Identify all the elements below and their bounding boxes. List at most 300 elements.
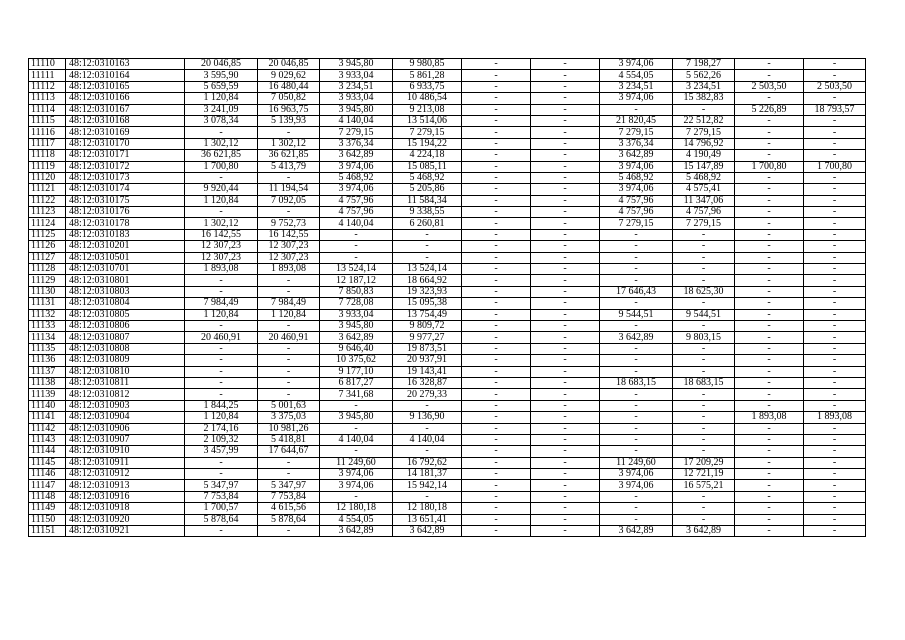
value-cell: - [735,469,804,480]
value-cell: - [673,343,735,354]
value-cell: - [462,526,531,537]
value-cell: 9 029,62 [258,70,320,81]
value-cell: - [258,207,320,218]
value-cell: - [735,526,804,537]
value-cell: - [531,343,600,354]
table-row [29,366,866,377]
value-cell: - [804,207,866,218]
value-cell: - [735,457,804,468]
value-cell: 20 046,85 [185,59,258,70]
value-cell: 22 512,82 [673,115,735,126]
value-cell: - [600,252,673,263]
value-cell: 7 279,15 [600,127,673,138]
value-cell: 5 468,92 [673,172,735,183]
value-cell: - [531,412,600,423]
value-cell: - [320,400,393,411]
cadastral-number-cell: 48:12:0310806 [66,320,185,331]
value-cell: 1 700,57 [185,503,258,514]
value-cell: - [804,480,866,491]
row-number-cell: 11129 [29,275,66,286]
value-cell: 7 984,49 [185,298,258,309]
value-cell: 4 757,96 [600,207,673,218]
value-cell: - [531,172,600,183]
value-cell: - [531,514,600,525]
value-cell: - [735,59,804,70]
value-cell: 9 136,90 [393,412,462,423]
value-cell: - [531,457,600,468]
value-cell: 12 180,18 [393,503,462,514]
value-cell: 1 120,84 [185,412,258,423]
value-cell: - [735,172,804,183]
value-cell: 36 621,85 [185,150,258,161]
value-cell: 3 457,99 [185,446,258,457]
value-cell: 12 187,12 [320,275,393,286]
value-cell: - [531,480,600,491]
value-cell: 7 198,27 [673,59,735,70]
value-cell: 3 376,34 [600,138,673,149]
value-cell: - [804,286,866,297]
table-row [29,241,866,252]
row-number-cell: 11134 [29,332,66,343]
cadastral-number-cell: 48:12:0310168 [66,115,185,126]
value-cell: 1 893,08 [735,412,804,423]
value-cell: 21 820,45 [600,115,673,126]
value-cell: - [531,150,600,161]
value-cell: - [735,446,804,457]
value-cell: - [804,457,866,468]
value-cell: - [320,241,393,252]
value-cell: - [600,400,673,411]
cadastral-number-cell: 48:12:0310918 [66,503,185,514]
value-cell: - [462,275,531,286]
value-cell: - [600,412,673,423]
value-cell: - [804,503,866,514]
value-cell: - [462,207,531,218]
value-cell: 9 544,51 [600,309,673,320]
value-cell: 9 213,08 [393,104,462,115]
value-cell: - [462,138,531,149]
value-cell: 7 753,84 [185,491,258,502]
row-number-cell: 11131 [29,298,66,309]
value-cell: 2 503,50 [735,81,804,92]
value-cell: - [185,343,258,354]
table-row [29,229,866,240]
row-number-cell: 11150 [29,514,66,525]
value-cell: - [600,320,673,331]
cadastral-number-cell: 48:12:0310809 [66,355,185,366]
cadastral-number-cell: 48:12:0310172 [66,161,185,172]
table-row [29,503,866,514]
value-cell: - [531,503,600,514]
value-cell: - [804,218,866,229]
table-row [29,138,866,149]
value-cell: 4 757,96 [320,207,393,218]
value-cell: 4 140,04 [393,434,462,445]
value-cell: 18 625,30 [673,286,735,297]
cadastral-number-cell: 48:12:0310807 [66,332,185,343]
value-cell: - [735,150,804,161]
table-row [29,377,866,388]
value-cell: 13 514,06 [393,115,462,126]
value-cell: - [804,514,866,525]
value-cell: - [531,115,600,126]
value-cell: - [462,241,531,252]
value-cell: 7 753,84 [258,491,320,502]
value-cell: - [258,172,320,183]
value-cell: - [531,207,600,218]
value-cell: - [735,252,804,263]
cadastral-number-cell: 48:12:0310183 [66,229,185,240]
table-row [29,298,866,309]
row-number-cell: 11148 [29,491,66,502]
value-cell: - [531,252,600,263]
row-number-cell: 11125 [29,229,66,240]
value-cell: 3 974,06 [600,59,673,70]
value-cell: 13 524,14 [320,264,393,275]
value-cell: 16 480,44 [258,81,320,92]
row-number-cell: 11149 [29,503,66,514]
value-cell: - [673,514,735,525]
table-row [29,104,866,115]
value-cell: - [600,491,673,502]
value-cell: - [735,286,804,297]
value-cell: 15 942,14 [393,480,462,491]
value-cell: - [531,93,600,104]
value-cell: 3 642,89 [673,526,735,537]
value-cell: - [531,195,600,206]
value-cell: - [258,127,320,138]
table-row [29,412,866,423]
value-cell: 2 174,16 [185,423,258,434]
value-cell: - [531,264,600,275]
value-cell: - [185,172,258,183]
value-cell: - [393,252,462,263]
value-cell: - [673,491,735,502]
value-cell: - [600,104,673,115]
value-cell: - [735,377,804,388]
row-number-cell: 11116 [29,127,66,138]
value-cell: - [531,366,600,377]
value-cell: 20 046,85 [258,59,320,70]
value-cell: 3 642,89 [393,526,462,537]
value-cell: 7 728,08 [320,298,393,309]
value-cell: - [804,309,866,320]
value-cell: 7 279,15 [673,127,735,138]
value-cell: 3 933,04 [320,309,393,320]
value-cell: 1 844,25 [185,400,258,411]
value-cell: - [531,70,600,81]
value-cell: 7 850,83 [320,286,393,297]
table-row [29,389,866,400]
value-cell: 4 554,05 [320,514,393,525]
row-number-cell: 11126 [29,241,66,252]
value-cell: - [735,138,804,149]
value-cell: - [462,491,531,502]
row-number-cell: 11140 [29,400,66,411]
value-cell: - [393,423,462,434]
value-cell: - [804,366,866,377]
value-cell: 20 460,91 [258,332,320,343]
value-cell: 10 375,62 [320,355,393,366]
value-cell: - [735,434,804,445]
value-cell: 5 347,97 [258,480,320,491]
table-row [29,264,866,275]
value-cell: 9 920,44 [185,184,258,195]
value-cell: - [673,264,735,275]
value-cell: - [735,514,804,525]
value-cell: - [600,503,673,514]
value-cell: - [258,343,320,354]
value-cell: 17 644,67 [258,446,320,457]
value-cell: - [673,298,735,309]
value-cell: - [462,423,531,434]
value-cell: - [462,434,531,445]
value-cell: - [462,389,531,400]
value-cell: - [531,423,600,434]
value-cell: 3 595,90 [185,70,258,81]
row-number-cell: 11120 [29,172,66,183]
value-cell: - [531,286,600,297]
value-cell: - [462,59,531,70]
value-cell: - [531,526,600,537]
value-cell: - [531,377,600,388]
table-row [29,195,866,206]
value-cell: - [600,229,673,240]
cadastral-number-cell: 48:12:0310176 [66,207,185,218]
cadastral-number-cell: 48:12:0310906 [66,423,185,434]
value-cell: - [462,514,531,525]
value-cell: - [673,252,735,263]
cadastral-number-cell: 48:12:0310169 [66,127,185,138]
cadastral-number-cell: 48:12:0310810 [66,366,185,377]
value-cell: 3 945,80 [320,412,393,423]
value-cell: - [462,229,531,240]
table-row [29,207,866,218]
value-cell: 7 279,15 [673,218,735,229]
value-cell: 13 651,41 [393,514,462,525]
value-cell: - [735,332,804,343]
value-cell: - [462,320,531,331]
table-row [29,355,866,366]
value-cell: - [673,275,735,286]
value-cell: - [320,423,393,434]
value-cell: - [531,104,600,115]
value-cell: 3 241,09 [185,104,258,115]
value-cell: 5 413,79 [258,161,320,172]
value-cell: 11 347,06 [673,195,735,206]
value-cell: - [531,320,600,331]
value-cell: - [735,320,804,331]
row-number-cell: 11142 [29,423,66,434]
value-cell: - [804,434,866,445]
value-cell: - [185,457,258,468]
value-cell: 3 642,89 [320,332,393,343]
value-cell: 5 347,97 [185,480,258,491]
value-cell: 1 700,80 [735,161,804,172]
value-cell: - [735,218,804,229]
cadastral-number-cell: 48:12:0310904 [66,412,185,423]
value-cell: - [393,446,462,457]
value-cell: - [600,366,673,377]
table-row [29,93,866,104]
value-cell: 14 181,37 [393,469,462,480]
value-cell: 3 642,89 [600,526,673,537]
value-cell: - [393,229,462,240]
value-cell: - [804,298,866,309]
table-row [29,150,866,161]
value-cell: 7 279,15 [600,218,673,229]
value-cell: 4 554,05 [600,70,673,81]
value-cell: 4 757,96 [320,195,393,206]
row-number-cell: 11121 [29,184,66,195]
value-cell: - [462,172,531,183]
value-cell: 18 683,15 [600,377,673,388]
value-cell: 15 095,38 [393,298,462,309]
value-cell: - [462,81,531,92]
value-cell: - [735,115,804,126]
value-cell: 11 249,60 [600,457,673,468]
value-cell: - [673,229,735,240]
row-number-cell: 11147 [29,480,66,491]
value-cell: - [185,366,258,377]
value-cell: - [804,59,866,70]
value-cell: 14 796,92 [673,138,735,149]
value-cell: - [804,526,866,537]
row-number-cell: 11123 [29,207,66,218]
value-cell: 7 279,15 [393,127,462,138]
value-cell: - [258,355,320,366]
value-cell: 4 575,41 [673,184,735,195]
value-cell: - [531,491,600,502]
value-cell: - [735,423,804,434]
value-cell: - [185,355,258,366]
value-cell: - [735,241,804,252]
value-cell: 19 143,41 [393,366,462,377]
value-cell: 5 468,92 [393,172,462,183]
value-cell: - [804,491,866,502]
value-cell: - [531,309,600,320]
value-cell: - [804,241,866,252]
value-cell: - [185,526,258,537]
value-cell: - [462,286,531,297]
value-cell: - [735,298,804,309]
value-cell: 4 757,96 [673,207,735,218]
value-cell: - [735,355,804,366]
value-cell: - [462,355,531,366]
value-cell: - [462,412,531,423]
value-cell: - [600,446,673,457]
value-cell: - [185,320,258,331]
value-cell: - [735,70,804,81]
value-cell: 3 945,80 [320,59,393,70]
table-row [29,81,866,92]
row-number-cell: 11151 [29,526,66,537]
value-cell: 9 977,27 [393,332,462,343]
value-cell: - [735,264,804,275]
value-cell: 5 878,64 [258,514,320,525]
value-cell: - [320,229,393,240]
value-cell: - [673,412,735,423]
value-cell: - [804,332,866,343]
value-cell: - [258,457,320,468]
table-row [29,400,866,411]
value-cell: 9 803,15 [673,332,735,343]
cadastral-number-cell: 48:12:0310804 [66,298,185,309]
value-cell: 3 642,89 [320,150,393,161]
value-cell: - [673,320,735,331]
value-cell: - [258,320,320,331]
value-cell: - [673,446,735,457]
value-cell: - [462,366,531,377]
cadastral-number-cell: 48:12:0310164 [66,70,185,81]
cadastral-number-cell: 48:12:0310808 [66,343,185,354]
row-number-cell: 11111 [29,70,66,81]
value-cell: - [462,298,531,309]
value-cell: 16 142,55 [185,229,258,240]
value-cell: 18 683,15 [673,377,735,388]
value-cell: - [804,423,866,434]
value-cell: - [735,275,804,286]
value-cell: 3 234,51 [673,81,735,92]
value-cell: - [600,514,673,525]
value-cell: - [462,480,531,491]
row-number-cell: 11130 [29,286,66,297]
value-cell: 4 140,04 [320,434,393,445]
value-cell: 7 092,05 [258,195,320,206]
value-cell: 12 180,18 [320,503,393,514]
value-cell: 6 933,75 [393,81,462,92]
value-cell: - [804,446,866,457]
value-cell: 7 341,68 [320,389,393,400]
value-cell: - [804,469,866,480]
value-cell: 9 752,73 [258,218,320,229]
cadastral-number-cell: 48:12:0310812 [66,389,185,400]
table-row [29,172,866,183]
value-cell: - [185,469,258,480]
value-cell: 19 323,93 [393,286,462,297]
row-number-cell: 11117 [29,138,66,149]
value-cell: - [531,400,600,411]
value-cell: 3 974,06 [320,161,393,172]
cadastral-number-cell: 48:12:0310913 [66,480,185,491]
value-cell: 1 302,12 [185,218,258,229]
row-number-cell: 11133 [29,320,66,331]
value-cell: - [531,218,600,229]
value-cell: 12 307,23 [185,252,258,263]
value-cell: - [673,355,735,366]
value-cell: - [531,59,600,70]
value-cell: - [531,469,600,480]
value-cell: - [735,366,804,377]
value-cell: - [462,446,531,457]
value-cell: 3 945,80 [320,104,393,115]
row-number-cell: 11124 [29,218,66,229]
value-cell: - [462,218,531,229]
value-cell: - [735,309,804,320]
value-cell: 3 376,34 [320,138,393,149]
row-number-cell: 11146 [29,469,66,480]
value-cell: 1 302,12 [185,138,258,149]
cadastral-number-cell: 48:12:0310701 [66,264,185,275]
table-row [29,514,866,525]
value-cell: - [673,241,735,252]
value-cell: - [462,104,531,115]
value-cell: - [673,389,735,400]
cadastral-number-cell: 48:12:0310910 [66,446,185,457]
value-cell: - [735,184,804,195]
cadastral-number-cell: 48:12:0310907 [66,434,185,445]
cadastral-number-cell: 48:12:0310178 [66,218,185,229]
